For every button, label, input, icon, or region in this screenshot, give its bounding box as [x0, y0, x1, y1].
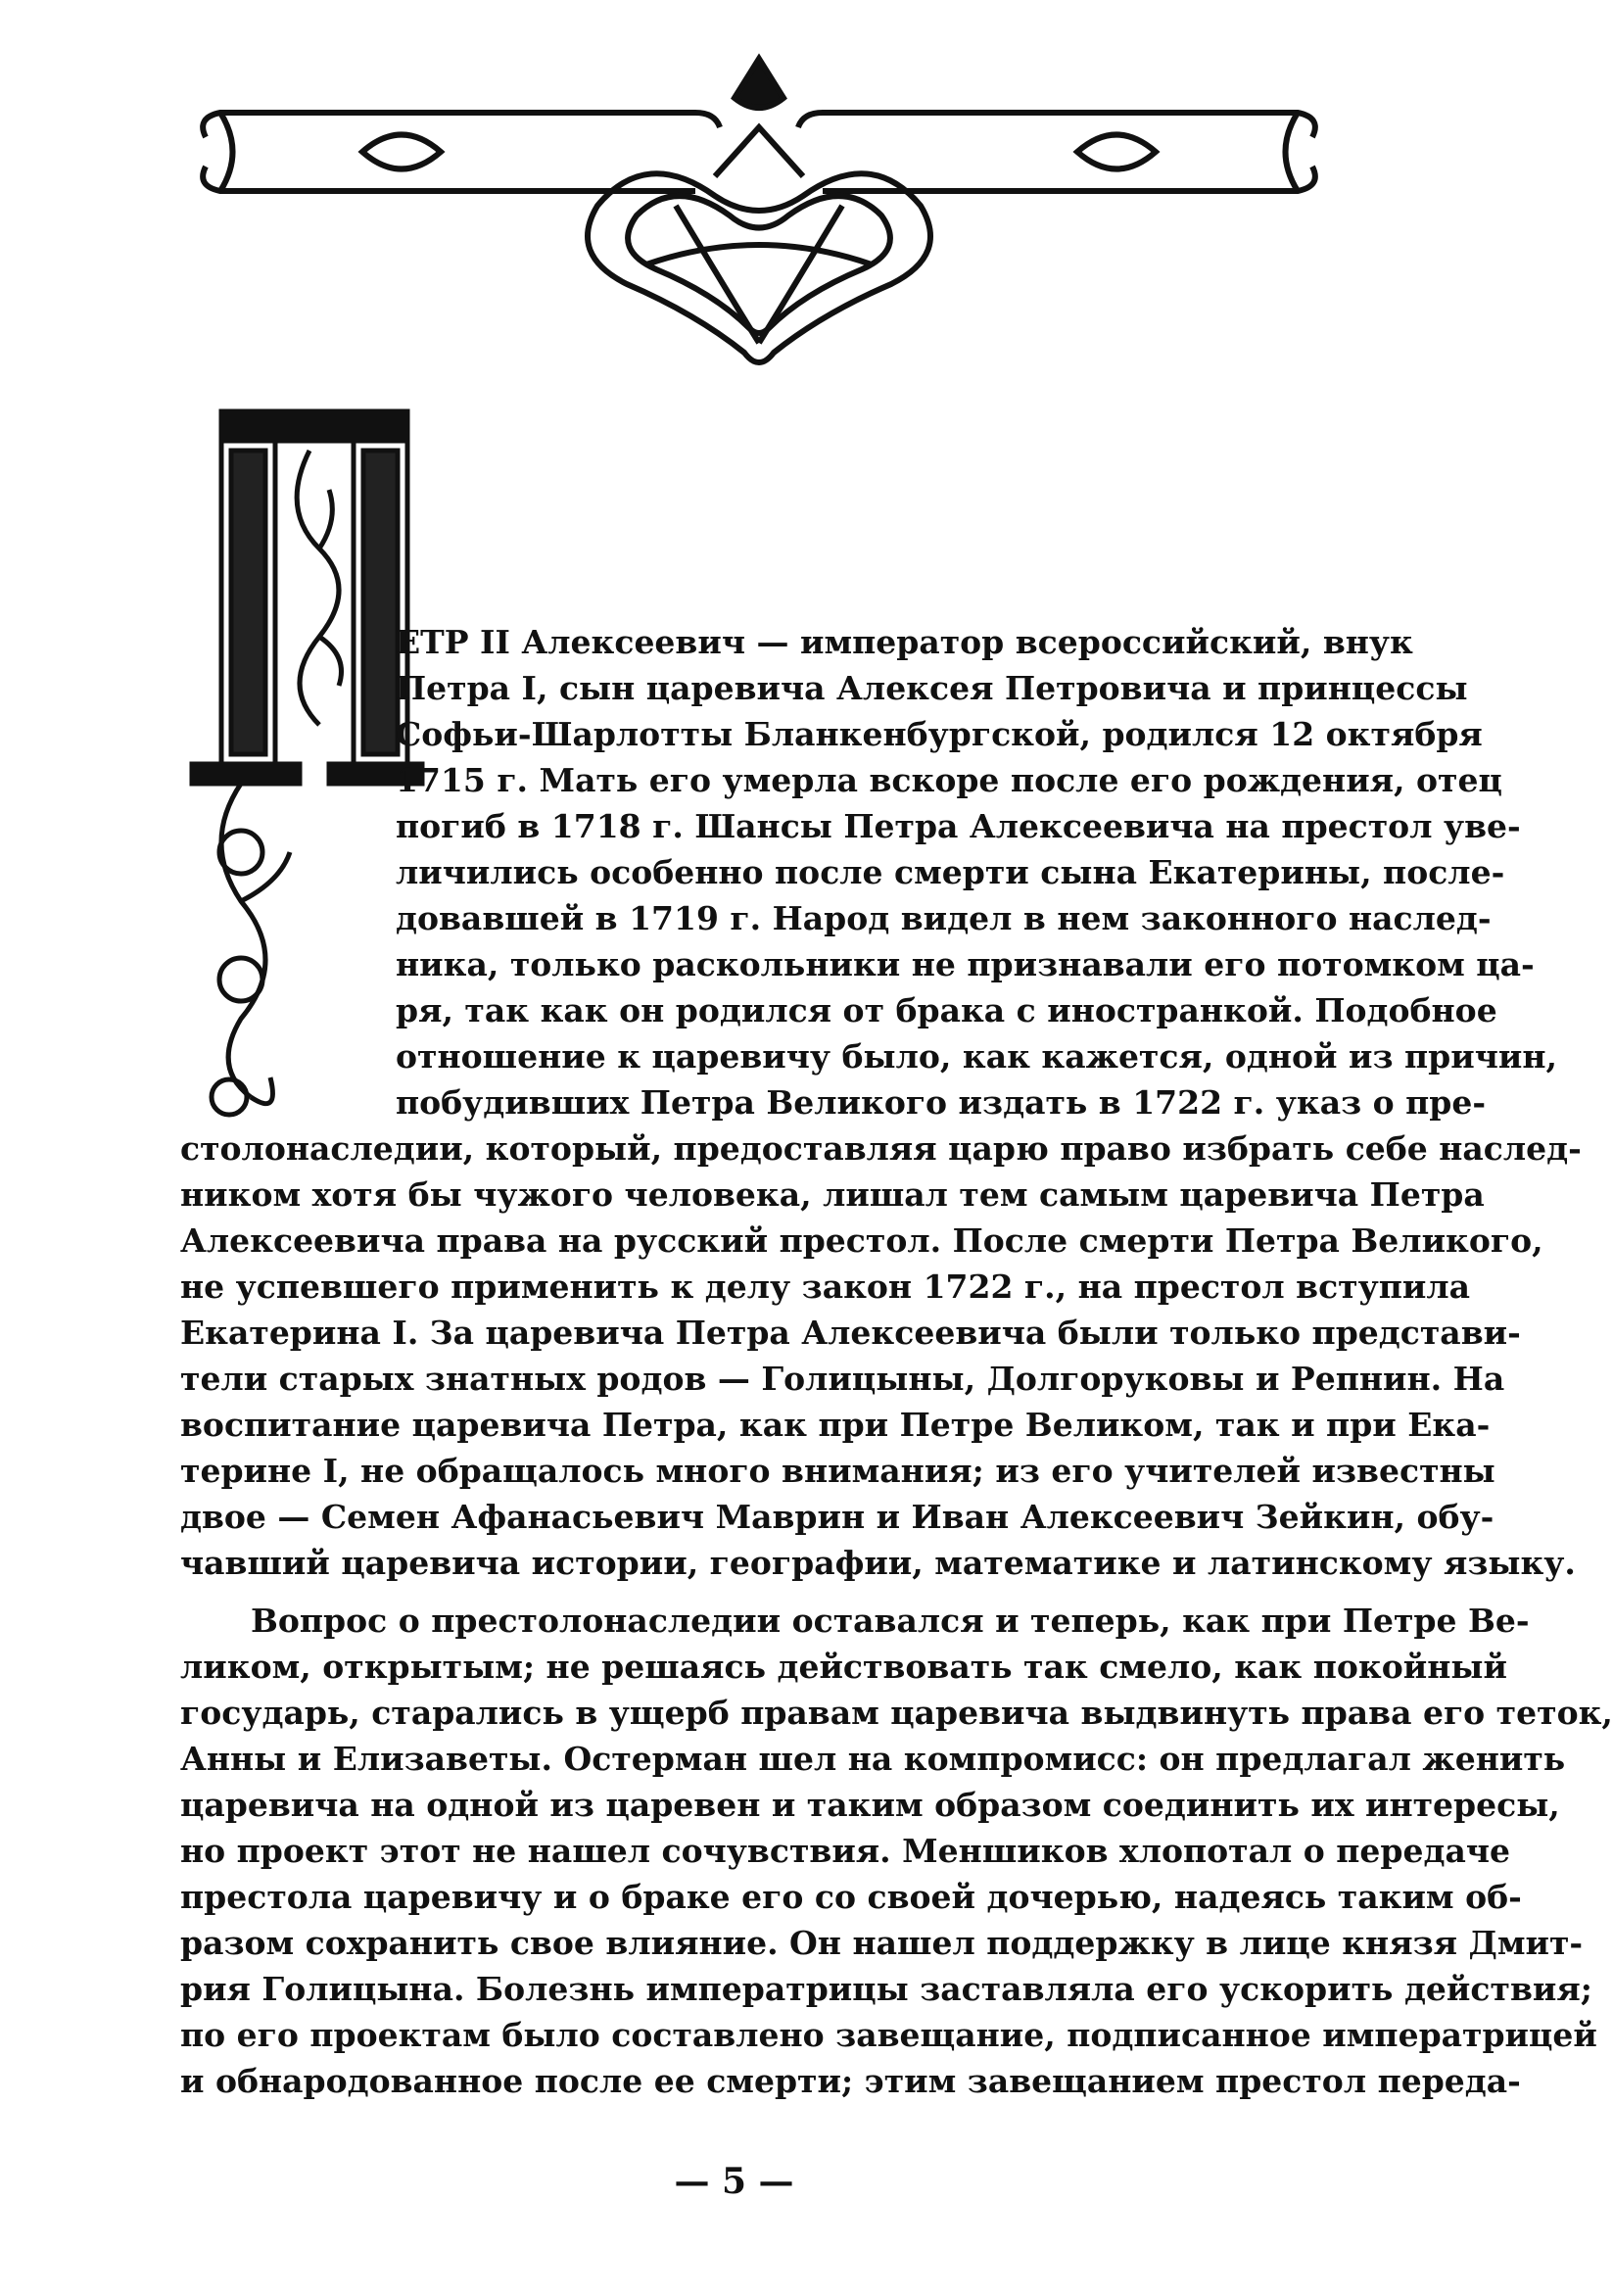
- text-line: Екатерина I. За царевича Петра Алексеевича были только представи-: [180, 1314, 1521, 1352]
- text-line: не успевшего применить к делу закон 1722 г., на престол вступила: [180, 1268, 1471, 1306]
- text-line: ЕТР II Алексеевич — император всероссийский, внук: [396, 623, 1413, 661]
- text-line: погиб в 1718 г. Шансы Петра Алексеевича на престол уве-: [396, 807, 1521, 845]
- text-line: разом сохранить свое влияние. Он нашел поддержку в лице князя Дмит-: [180, 1924, 1584, 1962]
- ornate-drop-cap-icon: [182, 392, 427, 1136]
- text-line: ника, только раскольники не признавали его потомком ца-: [396, 945, 1535, 983]
- text-line: государь, старались в ущерб правам царевича выдвинуть права его теток,: [180, 1694, 1613, 1732]
- text-line: и обнародованное после ее смерти; этим завещанием престол переда-: [180, 2062, 1521, 2100]
- text-line: личились особенно после смерти сына Екатерины, после-: [396, 853, 1505, 891]
- text-line: Алексеевича права на русский престол. После смерти Петра Великого,: [180, 1221, 1543, 1260]
- text-line: престола царевичу и о браке его со своей дочерью, надеясь таким об-: [180, 1878, 1522, 1916]
- text-line: ря, так как он родился от брака с иностранкой. Подобное: [396, 991, 1497, 1029]
- text-line: Анны и Елизаветы. Остерман шел на компромисс: он предлагал женить: [180, 1740, 1566, 1778]
- text-line: чавший царевича истории, географии, математике и латинскому языку.: [180, 1544, 1576, 1582]
- text-line: двое — Семен Афанасьевич Маврин и Иван Алексеевич Зейкин, обу-: [180, 1498, 1494, 1536]
- text-line: терине I, не обращалось много внимания; из его учителей известны: [180, 1452, 1495, 1490]
- celtic-knot-headpiece-icon: [186, 59, 1332, 382]
- text-line: воспитание царевича Петра, как при Петре Великом, так и при Ека-: [180, 1406, 1491, 1444]
- text-line: отношение к царевичу было, как кажется, одной из причин,: [396, 1037, 1557, 1076]
- text-line: Софьи-Шарлотты Бланкенбургской, родился 12 октября: [396, 715, 1483, 753]
- text-line: но проект этот не нашел сочувствия. Меншиков хлопотал о передаче: [180, 1832, 1510, 1870]
- text-line: тели старых знатных родов — Голицыны, Долгоруковы и Репнин. На: [180, 1360, 1505, 1398]
- text-line: по его проектам было составлено завещание, подписанное императрицей: [180, 2016, 1597, 2054]
- text-line: столонаследии, который, предоставляя царю право избрать себе наслед-: [180, 1129, 1582, 1168]
- text-line: ником хотя бы чужого человека, лишал тем самым царевича Петра: [180, 1175, 1485, 1214]
- text-line: побудивших Петра Великого издать в 1722 г. указ о пре-: [396, 1083, 1487, 1122]
- text-line: Вопрос о престолонаследии оставался и теперь, как при Петре Ве-: [251, 1602, 1530, 1640]
- text-line: 1715 г. Мать его умерла вскоре после его рождения, отец: [396, 761, 1502, 799]
- text-line: Петра I, сын царевича Алексея Петровича и принцессы: [396, 669, 1468, 707]
- text-line: довавшей в 1719 г. Народ видел в нем законного наслед-: [396, 899, 1492, 937]
- text-line: царевича на одной из царевен и таким образом соединить их интересы,: [180, 1786, 1560, 1824]
- text-line: ликом, открытым; не решаясь действовать так смело, как покойный: [180, 1648, 1507, 1686]
- page-number: — 5 —: [674, 2161, 794, 2202]
- text-line: рия Голицына. Болезнь императрицы заставляла его ускорить действия;: [180, 1970, 1592, 2008]
